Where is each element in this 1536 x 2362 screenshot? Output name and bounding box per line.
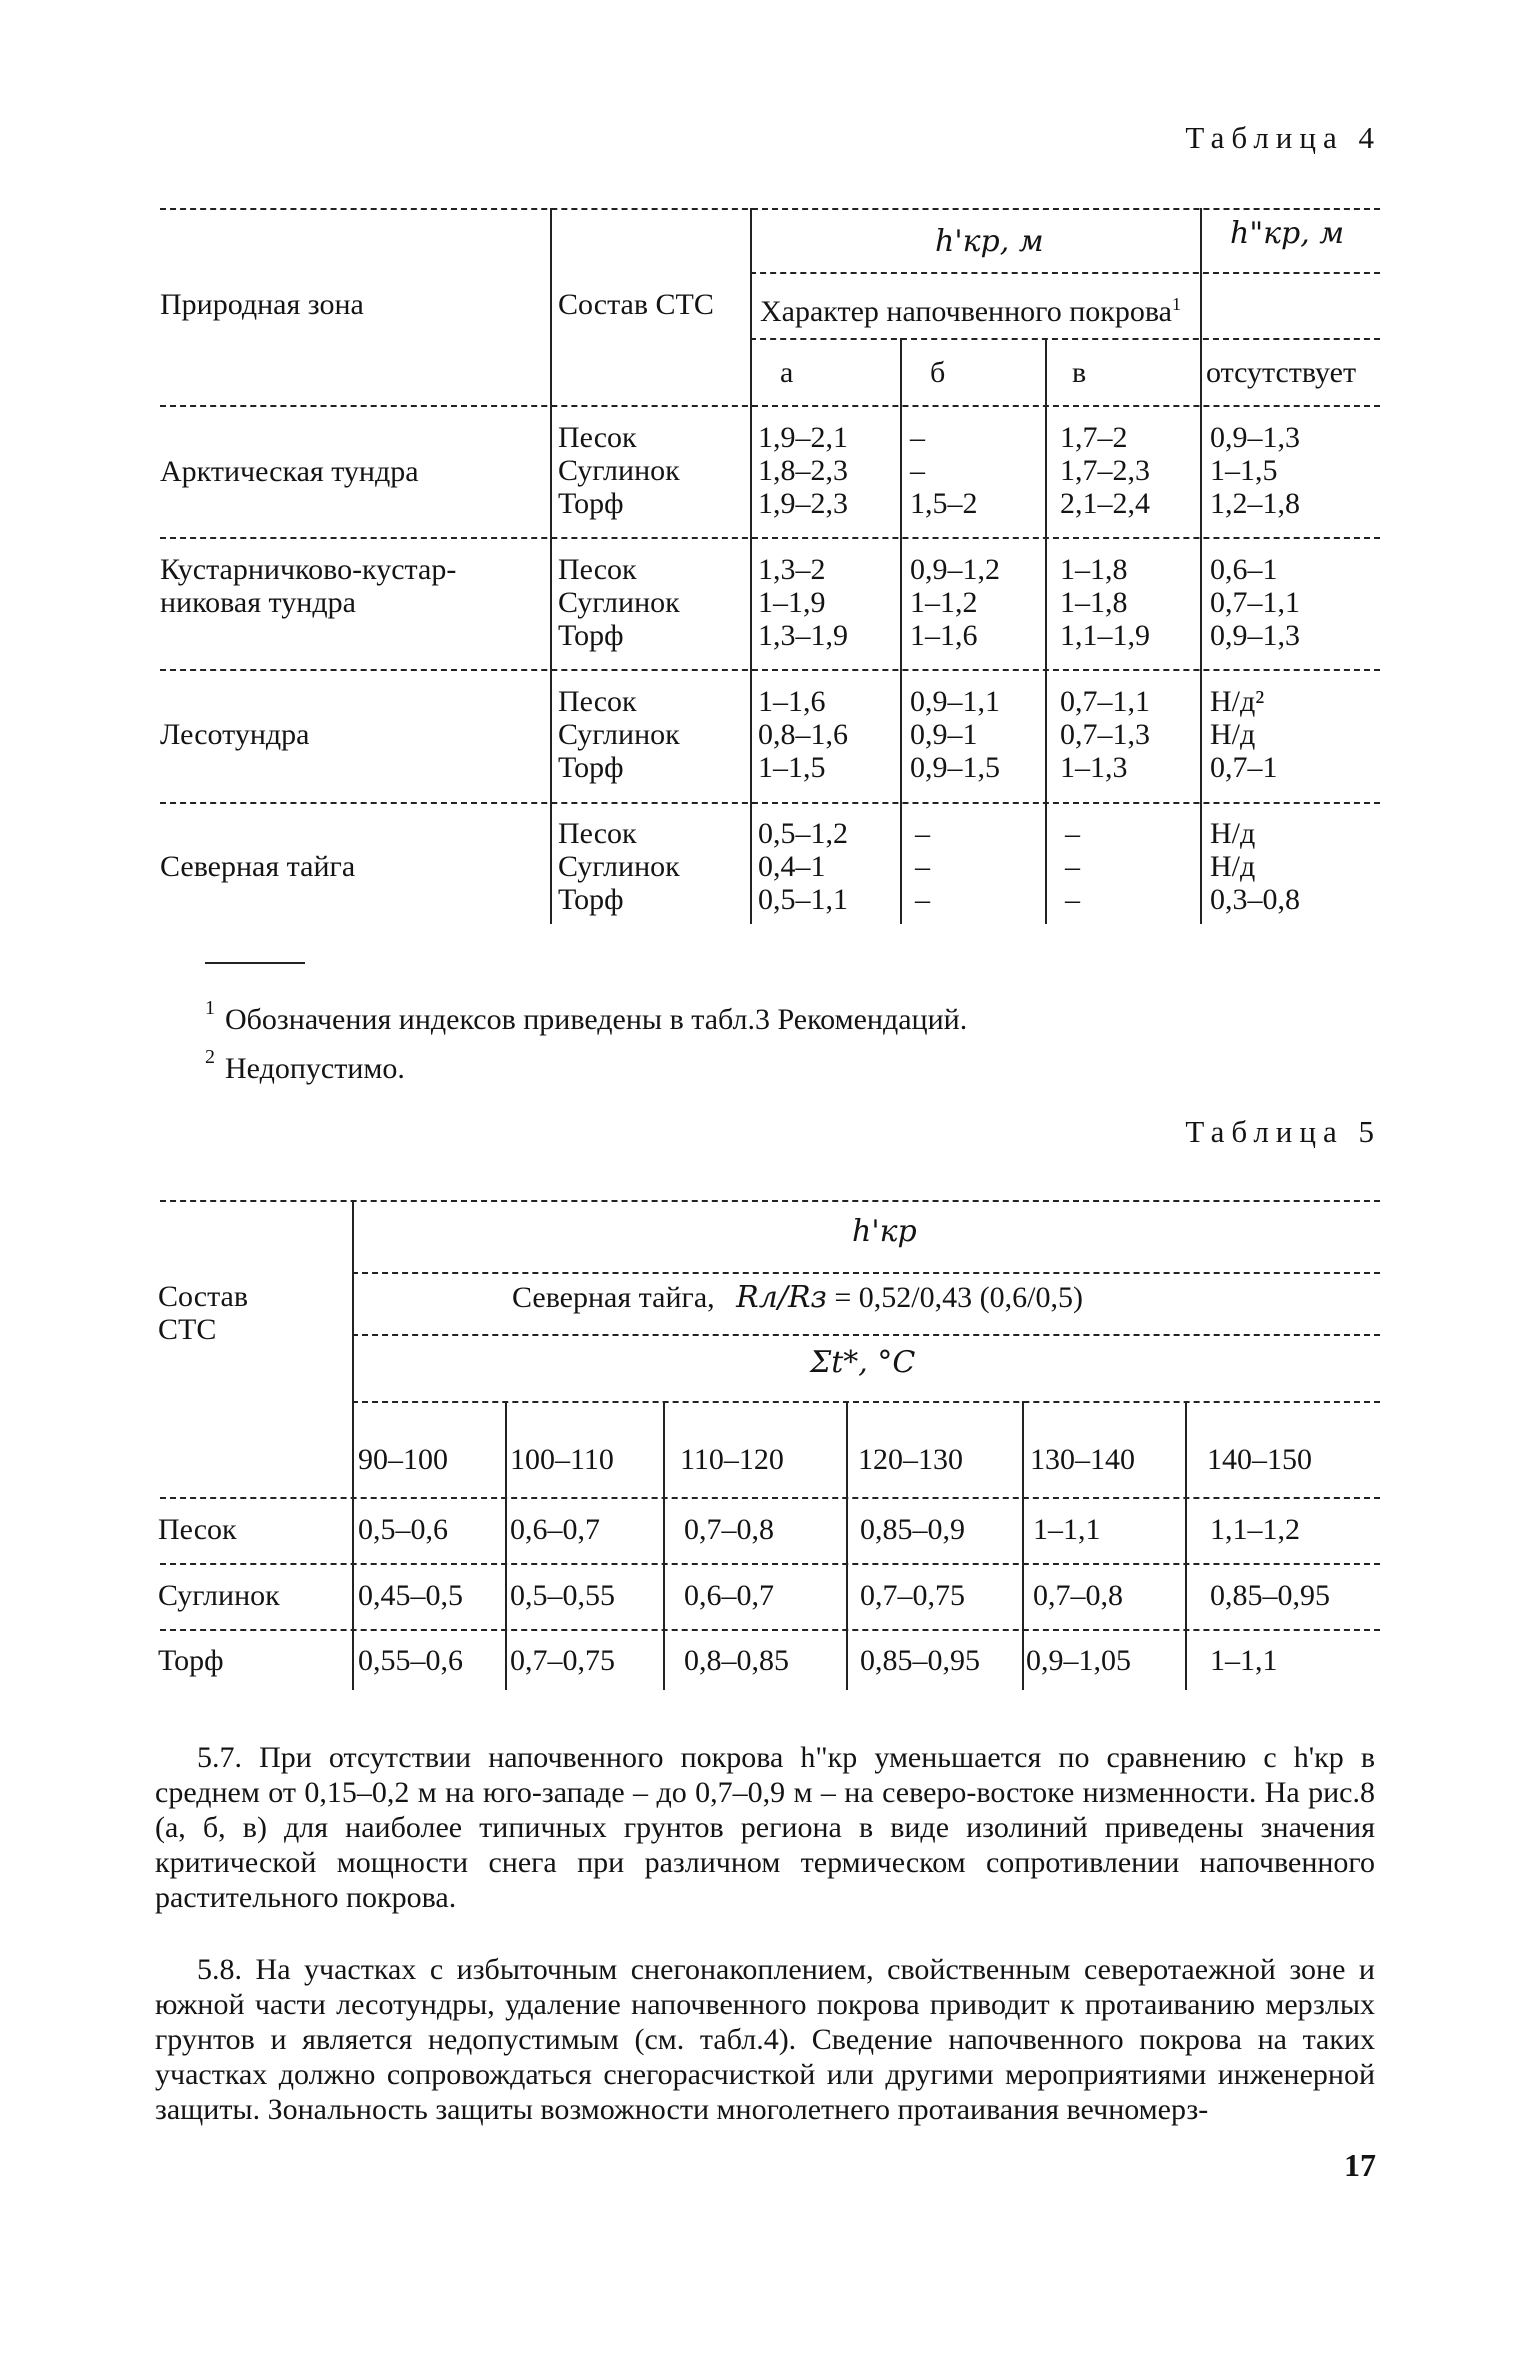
- value-cell: –: [915, 817, 930, 850]
- value-cell: 1,9–2,3: [758, 487, 848, 520]
- sub-header-v: в: [1072, 356, 1087, 389]
- soil-name: Торф: [558, 883, 624, 916]
- footnote-1: [205, 993, 967, 1039]
- soil-name: Суглинок: [558, 718, 680, 751]
- soil-name: Торф: [558, 751, 624, 784]
- value-cell: –: [1065, 883, 1080, 916]
- value-cell: 0,85–0,9: [860, 1513, 965, 1546]
- zone-header: [512, 1281, 1083, 1314]
- zone-prefix: Северная тайга,: [512, 1281, 715, 1314]
- range-header: 90–100: [358, 1443, 448, 1476]
- value-cell: 0,7–0,75: [510, 1644, 615, 1677]
- h2-label: h"кр, м: [1230, 216, 1345, 251]
- value-cell: Н/д: [1210, 718, 1256, 751]
- table5-caption: Таблица 5: [1185, 1114, 1381, 1149]
- value-cell: 1–1,9: [758, 586, 826, 619]
- range-header: 120–130: [858, 1443, 963, 1476]
- value-cell: 1,7–2: [1060, 421, 1128, 454]
- value-cell: Н/д²: [1210, 685, 1265, 718]
- value-cell: 1,3–2: [758, 553, 826, 586]
- zone-name: Лесотундра: [160, 718, 310, 751]
- footnote-text: Обозначения индексов приведены в табл.3 Рекомендаций.: [225, 1003, 968, 1036]
- col-header-character: [760, 288, 1181, 328]
- value-cell: 0,9–1,1: [910, 685, 1000, 718]
- value-cell: 1–1,2: [910, 586, 978, 619]
- range-header: 100–110: [510, 1443, 614, 1476]
- soil-name: Песок: [158, 1513, 237, 1546]
- value-cell: 1,1–1,2: [1210, 1513, 1300, 1546]
- value-cell: 1–1,8: [1060, 553, 1128, 586]
- value-cell: 1,5–2: [910, 487, 978, 520]
- value-cell: –: [1065, 850, 1080, 883]
- value-cell: 0,6–0,7: [684, 1579, 774, 1612]
- value-cell: 0,7–0,8: [684, 1513, 774, 1546]
- value-cell: Н/д: [1210, 850, 1256, 883]
- value-cell: 0,5–0,6: [358, 1513, 448, 1546]
- range-header: 140–150: [1207, 1443, 1312, 1476]
- value-cell: 0,5–1,2: [758, 817, 848, 850]
- zone-name: Арктическая тундра: [160, 455, 419, 488]
- value-cell: 1–1,8: [1060, 586, 1128, 619]
- soil-name: Суглинок: [558, 850, 680, 883]
- value-cell: 0,6–1: [1210, 553, 1278, 586]
- value-cell: 1,7–2,3: [1060, 454, 1150, 487]
- h-label: [852, 1215, 917, 1248]
- value-cell: 0,9–1,3: [1210, 421, 1300, 454]
- footnote-rule: [205, 962, 305, 964]
- footnote-mark: 2: [205, 1046, 215, 1068]
- value-cell: 1,9–2,1: [758, 421, 848, 454]
- value-cell: 1,1–1,9: [1060, 619, 1150, 652]
- value-cell: –: [910, 421, 925, 454]
- col-header-h2: [1230, 217, 1344, 250]
- soil-name: Суглинок: [158, 1579, 280, 1612]
- col-header-stc: Состав СТС: [558, 288, 714, 321]
- value-cell: 1,3–1,9: [758, 619, 848, 652]
- value-cell: 0,9–1,2: [910, 553, 1000, 586]
- soil-name: Суглинок: [558, 454, 680, 487]
- value-cell: –: [915, 850, 930, 883]
- soil-name: Песок: [558, 685, 637, 718]
- value-cell: –: [910, 454, 925, 487]
- value-cell: 1–1,5: [758, 751, 826, 784]
- value-cell: –: [915, 883, 930, 916]
- value-cell: 0,7–0,75: [860, 1579, 965, 1612]
- footnote-2: [205, 1042, 405, 1088]
- soil-name: Песок: [558, 817, 637, 850]
- value-cell: 0,85–0,95: [1210, 1579, 1330, 1612]
- ratio-label: Rл/Rз: [736, 1280, 827, 1315]
- soil-name: Суглинок: [558, 586, 680, 619]
- soil-name: Песок: [558, 553, 637, 586]
- h1-label: h'кр, м: [935, 224, 1044, 259]
- value-cell: 0,7–1,1: [1060, 685, 1150, 718]
- sub-header-b: б: [930, 356, 946, 389]
- soil-name: Торф: [558, 487, 624, 520]
- value-cell: 0,8–0,85: [684, 1644, 789, 1677]
- value-cell: 0,45–0,5: [358, 1579, 463, 1612]
- value-cell: 0,55–0,6: [358, 1644, 463, 1677]
- col-header-stc-2: СТС: [158, 1313, 217, 1346]
- range-header: 110–120: [680, 1443, 784, 1476]
- character-sup: 1: [1171, 294, 1181, 314]
- value-cell: 1–1,5: [1210, 454, 1278, 487]
- h-symbol: h'кр: [852, 1214, 917, 1249]
- value-cell: 0,6–0,7: [510, 1513, 600, 1546]
- value-cell: Н/д: [1210, 817, 1256, 850]
- value-cell: 0,7–1,1: [1210, 586, 1300, 619]
- value-cell: 0,8–1,6: [758, 718, 848, 751]
- col-header-zone: Природная зона: [160, 288, 364, 321]
- value-cell: 0,4–1: [758, 850, 826, 883]
- paragraph-5-7: 5.7. При отсутствии напочвенного покрова h"кр уменьшается по сравнению с h'кр в среднем от 0,15–0,2 м на юго-западе – до 0,7–0,9 м – на северо-востоке низменности. На рис.8 (а, б, в) для наиболее типичных грунтов региона в виде изолиний приведены значения критической мощности снега при различном термическом сопротивлении напочвенного растительного покрова.: [155, 1741, 1375, 1914]
- value-cell: 0,5–1,1: [758, 883, 848, 916]
- value-cell: 1,8–2,3: [758, 454, 848, 487]
- soil-name: Торф: [158, 1644, 224, 1677]
- value-cell: 1–1,3: [1060, 751, 1128, 784]
- value-cell: –: [1065, 817, 1080, 850]
- col-header-h1: [935, 225, 1044, 258]
- sum-label: Σt*, °С: [810, 1345, 916, 1380]
- value-cell: 0,9–1: [910, 718, 978, 751]
- value-cell: 0,7–1: [1210, 751, 1278, 784]
- zone-name: Кустарничково-кустар-: [160, 553, 457, 586]
- value-cell: 1,2–1,8: [1210, 487, 1300, 520]
- sub-header-a: а: [780, 356, 794, 389]
- sum-header: [810, 1346, 915, 1379]
- value-cell: 0,9–1,05: [1026, 1644, 1131, 1677]
- soil-name: Торф: [558, 619, 624, 652]
- value-cell: 0,5–0,55: [510, 1579, 615, 1612]
- value-cell: 0,7–1,3: [1060, 718, 1150, 751]
- sub-header-none: отсутствует: [1206, 356, 1357, 389]
- range-header: 130–140: [1030, 1443, 1135, 1476]
- paragraph-5-8: 5.8. На участках с избыточным снегонакоплением, свойственным северотаежной зоне и южной части лесотундры, удаление напочвенного покрова приводит к протаиванию мерзлых грунтов и является недопустимым (см. табл.4). Сведение напочвенного покрова на таких участках должно сопровождаться снегорасчисткой или другими мероприятиями инженерной защиты. Зональность защиты возможности многолетнего протаивания вечномерз-: [155, 1953, 1375, 2126]
- footnote-text: Недопустимо.: [225, 1052, 405, 1085]
- soil-name: Песок: [558, 421, 637, 454]
- footnote-mark: 1: [205, 997, 215, 1019]
- value-cell: 2,1–2,4: [1060, 487, 1150, 520]
- value-cell: 1–1,1: [1033, 1513, 1101, 1546]
- zone-name: Северная тайга: [160, 850, 356, 883]
- zone-values: = 0,52/0,43 (0,6/0,5): [834, 1281, 1083, 1314]
- value-cell: 1–1,6: [758, 685, 826, 718]
- value-cell: 0,3–0,8: [1210, 883, 1300, 916]
- zone-name: никовая тундра: [160, 586, 356, 619]
- value-cell: 0,85–0,95: [860, 1644, 980, 1677]
- value-cell: 1–1,6: [910, 619, 978, 652]
- col-header-stc-1: Состав: [158, 1280, 249, 1313]
- table4-caption: Таблица 4: [1185, 120, 1381, 155]
- page-number: 17: [1344, 2147, 1376, 2183]
- value-cell: 0,9–1,5: [910, 751, 1000, 784]
- value-cell: 1–1,1: [1210, 1644, 1278, 1677]
- value-cell: 0,9–1,3: [1210, 619, 1300, 652]
- value-cell: 0,7–0,8: [1033, 1579, 1123, 1612]
- character-label: Характер напочвенного покрова: [760, 295, 1172, 328]
